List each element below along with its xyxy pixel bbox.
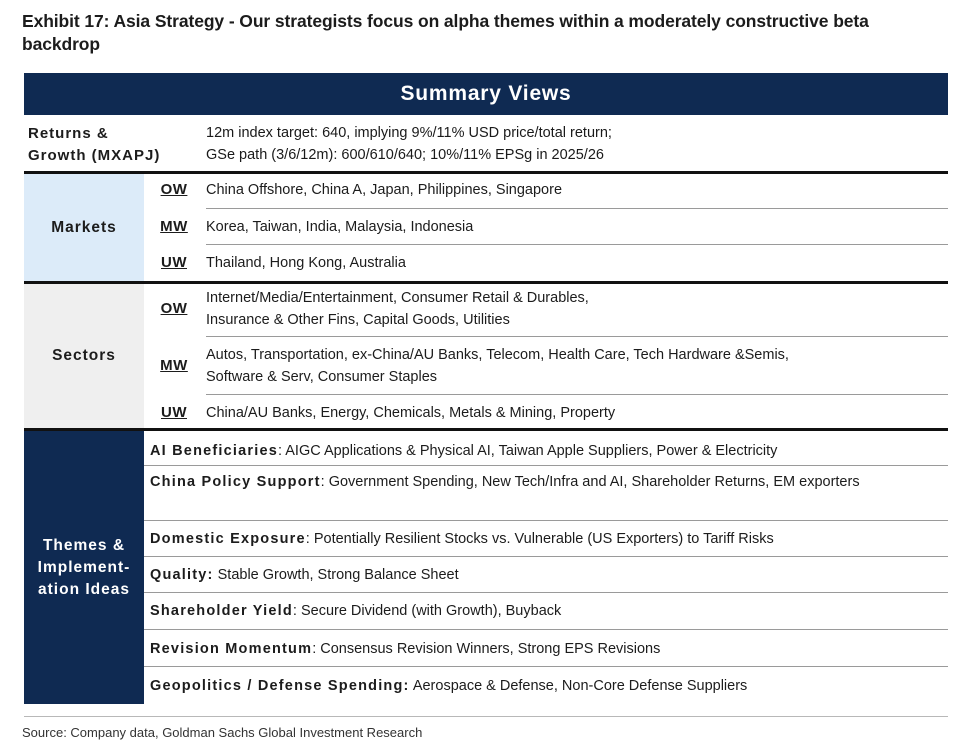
theme-name: Revision Momentum [150, 641, 313, 657]
markets-uw-text: Thailand, Hong Kong, Australia [206, 255, 406, 271]
theme-desc: Aerospace & Defense, Non-Core Defense Suppliers [412, 678, 748, 694]
themes-label-line1: Themes & [42, 536, 126, 554]
theme-desc: Stable Growth, Strong Balance Sheet [217, 567, 459, 583]
theme-item: Shareholder Yield: Secure Dividend (with Growth), Buyback [150, 603, 562, 619]
theme-name: China Policy Support [150, 474, 321, 490]
exhibit-title: Exhibit 17: Asia Strategy - Our strategists focus on alpha themes within a moderately constructive beta backdrop [22, 11, 869, 54]
divider-thin [206, 394, 948, 395]
sectors-ow-line1: Internet/Media/Entertainment, Consumer Retail & Durables, [206, 290, 589, 306]
theme-desc: Secure Dividend (with Growth), Buyback [300, 603, 562, 619]
returns-label-line2: Growth (MXAPJ) [28, 147, 161, 164]
themes-label [24, 431, 144, 704]
sectors-ow-line2: Insurance & Other Fins, Capital Goods, Utilities [206, 312, 510, 328]
returns-line1: 12m index target: 640, implying 9%/11% USD price/total return; [206, 125, 612, 141]
sectors-mw-rating: MW [160, 357, 188, 374]
theme-item: China Policy Support: Government Spending, New Tech/Infra and AI, Shareholder Returns, EM exporters [150, 474, 860, 490]
theme-item [150, 675, 940, 697]
divider-thin [206, 208, 948, 209]
divider-thin [144, 556, 948, 557]
sectors-uw-rating: UW [161, 404, 187, 421]
divider-thin [206, 244, 948, 245]
divider-thick [24, 281, 948, 284]
returns-line2: GSe path (3/6/12m): 600/610/640; 10%/11% EPSg in 2025/26 [206, 147, 604, 163]
themes-label-line3: ation Ideas [38, 580, 130, 598]
theme-item: Domestic Exposure: Potentially Resilient Stocks vs. Vulnerable (US Exporters) to Tariff Risks [150, 531, 774, 547]
theme-item: Revision Momentum: Consensus Revision Winners, Strong EPS Revisions [150, 641, 661, 657]
footer-rule [24, 716, 948, 717]
theme-desc: Consensus Revision Winners, Strong EPS Revisions [320, 641, 661, 657]
markets-uw-rating: UW [161, 254, 187, 271]
source-note: Source: Company data, Goldman Sachs Global Investment Research [22, 725, 423, 740]
sectors-ow-text [206, 287, 946, 331]
theme-name: AI Beneficiaries [150, 443, 278, 459]
markets-mw-text: Korea, Taiwan, India, Malaysia, Indonesia [206, 219, 474, 235]
divider-thin [144, 520, 948, 521]
divider-thin [144, 629, 948, 630]
themes-label-line2: Implement- [37, 558, 131, 576]
sectors-mw-line1: Autos, Transportation, ex-China/AU Banks, Telecom, Health Care, Tech Hardware &Semis, [206, 347, 789, 363]
markets-ow-text: China Offshore, China A, Japan, Philippines, Singapore [206, 182, 563, 198]
returns-growth-label [28, 123, 160, 167]
summary-views-banner: Summary Views [24, 73, 948, 115]
theme-desc: AIGC Applications & Physical AI, Taiwan Apple Suppliers, Power & Electricity [285, 443, 778, 459]
divider-thick [24, 171, 948, 174]
sectors-uw-text: China/AU Banks, Energy, Chemicals, Metals & Mining, Property [206, 405, 616, 421]
divider-thin [144, 666, 948, 667]
sectors-mw-line2: Software & Serv, Consumer Staples [206, 369, 438, 385]
sectors-mw-text [206, 344, 946, 388]
theme-name: Shareholder Yield [150, 603, 293, 619]
divider-thin [144, 592, 948, 593]
theme-item [150, 564, 940, 586]
divider-thick [24, 428, 948, 431]
theme-desc: Potentially Resilient Stocks vs. Vulnerable (US Exporters) to Tariff Risks [313, 531, 774, 547]
returns-growth-row [24, 117, 948, 171]
divider-thin [206, 336, 948, 337]
sectors-label: Sectors [24, 284, 144, 428]
theme-name: Domestic Exposure [150, 531, 306, 547]
returns-growth-text [206, 122, 612, 166]
markets-ow-rating: OW [160, 181, 188, 198]
theme-item: AI Beneficiaries: AIGC Applications & Physical AI, Taiwan Apple Suppliers, Power & Electricity [150, 443, 778, 459]
theme-name: Geopolitics / Defense Spending: [150, 678, 410, 694]
markets-label: Markets [24, 174, 144, 281]
sectors-ow-rating: OW [160, 300, 188, 317]
theme-name: Quality: [150, 567, 214, 583]
theme-desc: Government Spending, New Tech/Infra and AI, Shareholder Returns, EM exporters [328, 474, 860, 490]
divider-thin [144, 465, 948, 466]
markets-mw-rating: MW [160, 218, 188, 235]
returns-label-line1: Returns & [28, 125, 109, 142]
